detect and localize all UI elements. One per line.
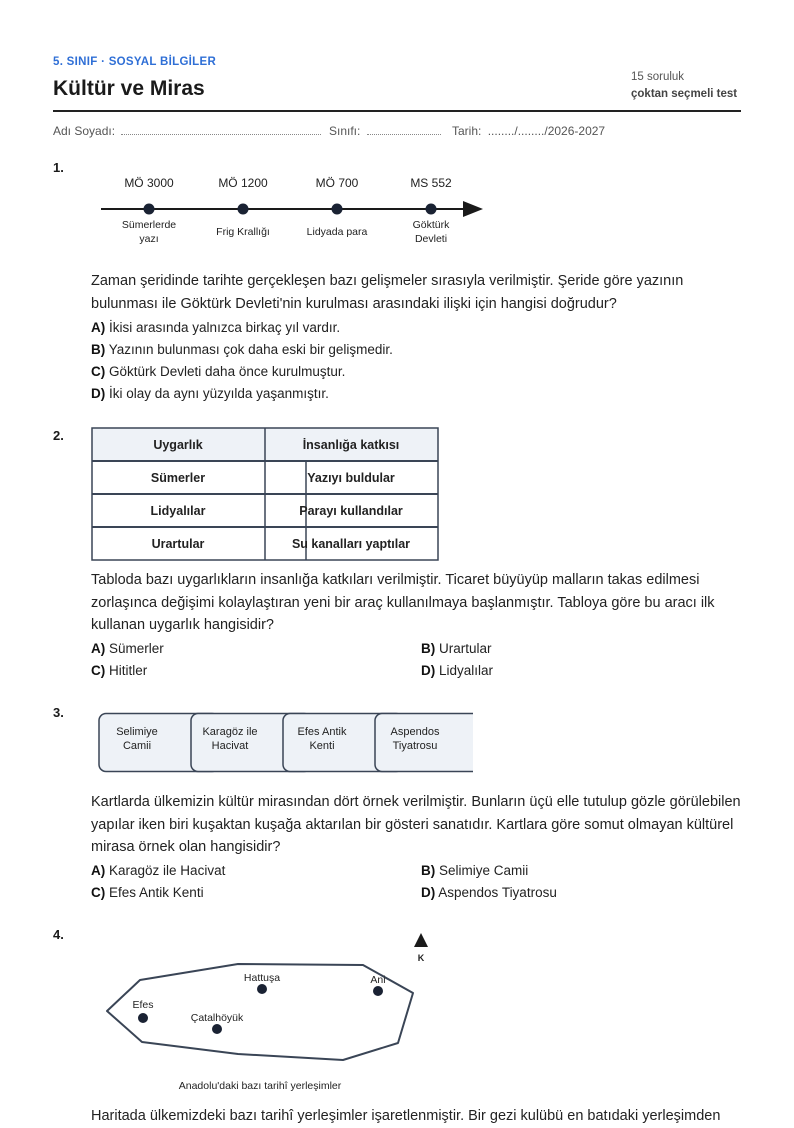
option-letter: B) (91, 342, 106, 357)
question-1-stem: Zaman şeridinde tarihte gerçekleşen bazı gelişmeler sırasıyla verilmiştir. Şeride göre yazının bulunması ile Göktürk Devleti'nin kurulması arasındaki ilişki için hangisi doğrudur? (91, 273, 684, 312)
timeline-item-3 (307, 176, 368, 238)
card-text: Kenti (309, 740, 335, 752)
map-caption: Anadolu'daki bazı tarihî yerleşimler (178, 1080, 342, 1092)
option-letter: A) (91, 863, 106, 878)
map-place-label: Ani (370, 974, 386, 986)
heritage-card (375, 714, 473, 772)
table-cell: Urartular (151, 537, 205, 551)
option-b[interactable] (91, 342, 393, 357)
timeline-event: yazı (139, 233, 159, 245)
option-a[interactable] (91, 863, 225, 878)
card-text: Aspendos (390, 726, 440, 738)
option-text: Selimiye Camii (439, 863, 529, 878)
option-c[interactable] (91, 364, 345, 379)
timeline-item-4 (410, 176, 452, 245)
option-a[interactable] (91, 320, 340, 335)
option-a[interactable] (91, 641, 164, 656)
test-type: çoktan seçmeli test (631, 88, 738, 100)
timeline-dot (426, 204, 437, 215)
option-letter: D) (421, 663, 436, 678)
timeline-dot (332, 204, 343, 215)
question-1-number: 1. (53, 160, 64, 175)
option-d[interactable] (421, 663, 493, 678)
table-cell: Yazıyı buldular (307, 471, 395, 485)
card-text: Karagöz ile (202, 726, 258, 738)
option-letter: A) (91, 320, 106, 335)
option-letter: B) (421, 863, 436, 878)
timeline-event: Lidyada para (306, 226, 368, 238)
card-text: Selimiye (116, 726, 158, 738)
question-3-stem: Kartlarda ülkemizin kültür mirasından dört örnek verilmiştir. Bunların üçü elle tutulup gözle görülebilen yapılar iken biri kuşaktan kuşağa aktarılan bir gösteri sanatıdır. Kartlara göre somut olmayan kültürel mirasa örnek olan hangisidir? (91, 794, 741, 855)
anatolia-map (97, 928, 437, 1096)
option-text: Lidyalılar (439, 663, 494, 678)
timeline-date: MS 552 (410, 176, 452, 190)
option-letter: C) (91, 663, 106, 678)
option-d[interactable] (91, 386, 329, 401)
timeline-dot (238, 204, 249, 215)
table-header: Uygarlık (153, 438, 203, 452)
option-text: Hititler (109, 663, 148, 678)
timeline-event: Devleti (414, 233, 448, 245)
table-cell: Parayı kullandılar (299, 504, 403, 518)
map-marker (373, 986, 383, 996)
name-field[interactable] (121, 125, 321, 135)
page-title: Kültür ve Miras (53, 77, 205, 100)
timeline-date: MÖ 3000 (124, 176, 174, 190)
table-cell: Sümerler (150, 471, 206, 485)
timeline-event: Göktürk (412, 219, 450, 231)
date-label: Tarih: (452, 124, 482, 138)
timeline-date: MÖ 700 (315, 176, 359, 190)
test-meta (631, 71, 741, 100)
question-4-number: 4. (53, 927, 64, 942)
question-2-stem: Tabloda bazı uygarlıkların insanlığa katkıları verilmiştir. Ticaret büyüyüp malların takas edilmesi zorlaşınca değişimi kolaylaştıran yeni bir araç kullanılmaya başlanmıştır. Tabloya göre bu aracı ilk kullanan uygarlık hangisidir? (91, 572, 715, 633)
table-row (151, 471, 395, 485)
map-place-label: Efes (132, 999, 154, 1011)
option-c[interactable] (91, 885, 204, 900)
header-divider (53, 110, 741, 112)
option-text: Göktürk Devleti daha önce kurulmuştur. (109, 364, 346, 379)
option-text: İkisi arasında yalnızca birkaç yıl vardır. (109, 320, 341, 335)
option-b[interactable] (421, 863, 528, 878)
option-letter: A) (91, 641, 106, 656)
option-text: Yazının bulunması çok daha eski bir gelişmedir. (108, 342, 393, 357)
option-c[interactable] (91, 663, 147, 678)
option-text: Urartular (439, 641, 492, 656)
date-field[interactable]: ......../......../2026-2027 (487, 124, 606, 138)
question-4-stem: Haritada ülkemizdeki bazı tarihî yerleşimler işaretlenmiştir. Bir gezi kulübü en batıdaki yerleşimden (91, 1108, 721, 1124)
card-text: Hacivat (211, 740, 249, 752)
timeline-dot (144, 204, 155, 215)
card-text: Camii (122, 740, 152, 752)
heritage-cards (97, 712, 473, 776)
timeline-arrow-icon (463, 201, 483, 217)
card-text: Efes Antik (297, 726, 347, 738)
timeline-figure (91, 168, 491, 250)
table-cell: Lidyalılar (150, 504, 206, 518)
question-2-number: 2. (53, 428, 64, 443)
timeline-item-2 (216, 176, 270, 238)
subject-label: 5. SINIF · SOSYAL BİLGİLER (53, 56, 217, 68)
option-text: Karagöz ile Hacivat (109, 863, 226, 878)
map-marker (138, 1013, 148, 1023)
option-text: Efes Antik Kenti (109, 885, 204, 900)
map-marker (212, 1024, 222, 1034)
timeline-date: MÖ 1200 (218, 176, 268, 190)
worksheet-page (53, 0, 741, 1123)
timeline-event: Frig Krallığı (216, 226, 270, 238)
table-row (151, 504, 403, 518)
question-3-number: 3. (53, 705, 64, 720)
option-letter: C) (91, 364, 106, 379)
table-cell: Su kanalları yaptılar (291, 537, 411, 551)
class-field[interactable] (367, 125, 441, 135)
timeline-item-1 (122, 176, 176, 245)
question-count: 15 soruluk (631, 71, 685, 83)
option-letter: B) (421, 641, 436, 656)
timeline-event: Sümerlerde (121, 219, 177, 231)
table-row (152, 537, 411, 551)
option-letter: D) (91, 386, 106, 401)
name-label: Adı Soyadı: (53, 124, 116, 138)
card-text: Tiyatrosu (392, 740, 438, 752)
option-letter: C) (91, 885, 106, 900)
option-text: Aspendos Tiyatrosu (438, 885, 557, 900)
map-place-label: Çatalhöyük (190, 1012, 244, 1024)
option-text: İki olay da aynı yüzyılda yaşanmıştır. (109, 386, 329, 401)
option-b[interactable] (421, 641, 492, 656)
option-text: Sümerler (109, 641, 164, 656)
class-label: Sınıfı: (329, 124, 361, 138)
table-header: İnsanlığa katkısı (302, 438, 400, 452)
map-place-label: Hattuşa (243, 972, 281, 984)
option-letter: D) (421, 885, 436, 900)
civilization-table (91, 427, 441, 563)
map-marker (257, 984, 267, 994)
option-d[interactable] (421, 885, 557, 900)
north-label: K (417, 953, 425, 963)
north-arrow-icon (414, 933, 428, 947)
